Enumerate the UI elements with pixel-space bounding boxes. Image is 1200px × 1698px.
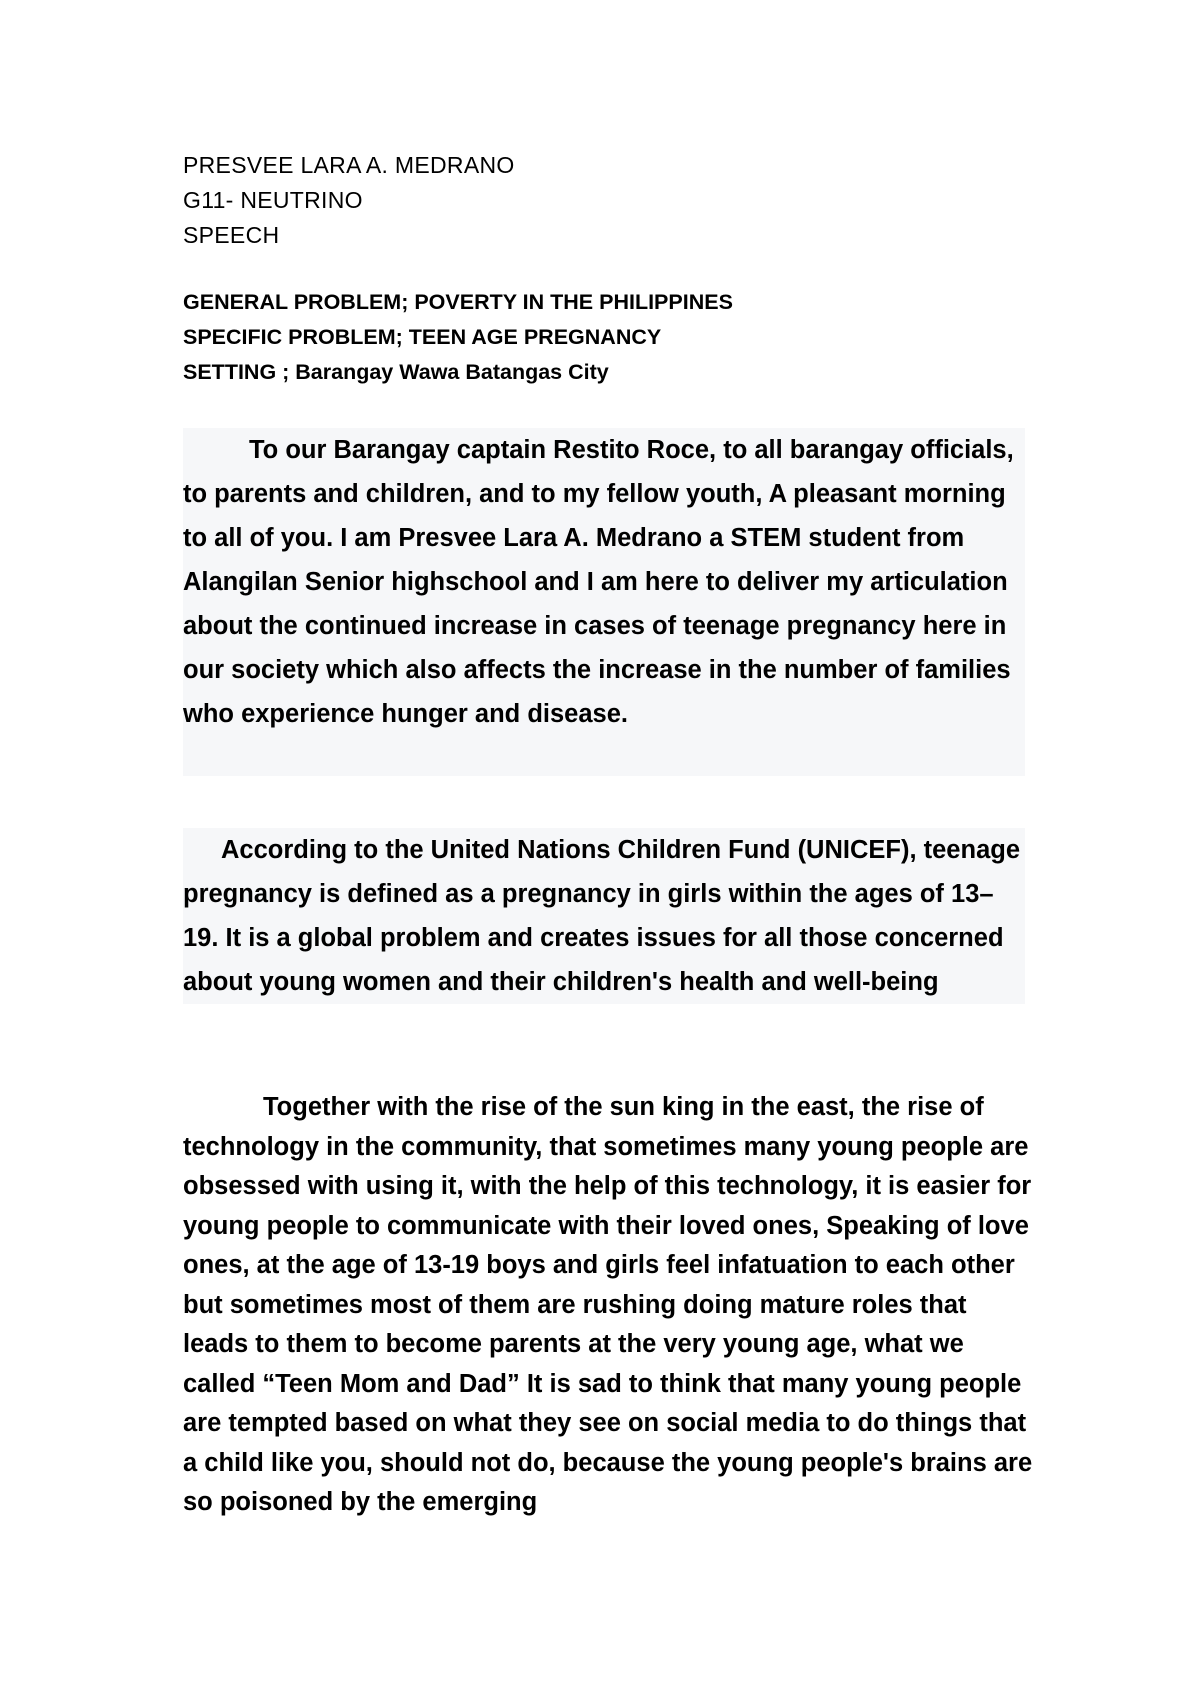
class-section: G11- NEUTRINO (183, 187, 363, 213)
speech-paragraph-2: According to the United Nations Children Fund (UNICEF), teenage pregnancy is defined as a pregnancy in girls within the ages of 13–19. It is a global problem and creates issues for all those concerned about young women and their children's health and well-being (183, 828, 1025, 1004)
document-type: SPEECH (183, 222, 280, 248)
author-header (183, 148, 515, 253)
speech-paragraph-1: To our Barangay captain Restito Roce, to all barangay officials, to parents and children, and to my fellow youth, A pleasant morning to all of you. I am Presvee Lara A. Medrano a STEM student from Alangilan Senior highschool and I am here to deliver my articulation about the continued increase in cases of teenage pregnancy here in our society which also affects the increase in the number of families who experience hunger and disease. (183, 428, 1025, 776)
general-problem: GENERAL PROBLEM; POVERTY IN THE PHILIPPINES (183, 290, 733, 314)
specific-problem: SPECIFIC PROBLEM; TEEN AGE PREGNANCY (183, 325, 662, 349)
speech-paragraph-3: Together with the rise of the sun king in the east, the rise of technology in the community, that sometimes many young people are obsessed with using it, with the help of this technology, it is easier for young people to communicate with their loved ones, Speaking of love ones, at the age of 13-19 boys and girls feel infatuation to each other but sometimes most of them are rushing doing mature roles that leads to them to become parents at the very young age, what we called “Teen Mom and Dad” It is sad to think that many young people are tempted based on what they see on social media to do things that a child like you, should not do, because the young people's brains are so poisoned by the emerging (183, 1093, 1033, 1516)
problem-statement (183, 285, 733, 390)
author-name: PRESVEE LARA A. MEDRANO (183, 152, 515, 178)
setting: SETTING ; Barangay Wawa Batangas City (183, 360, 609, 384)
